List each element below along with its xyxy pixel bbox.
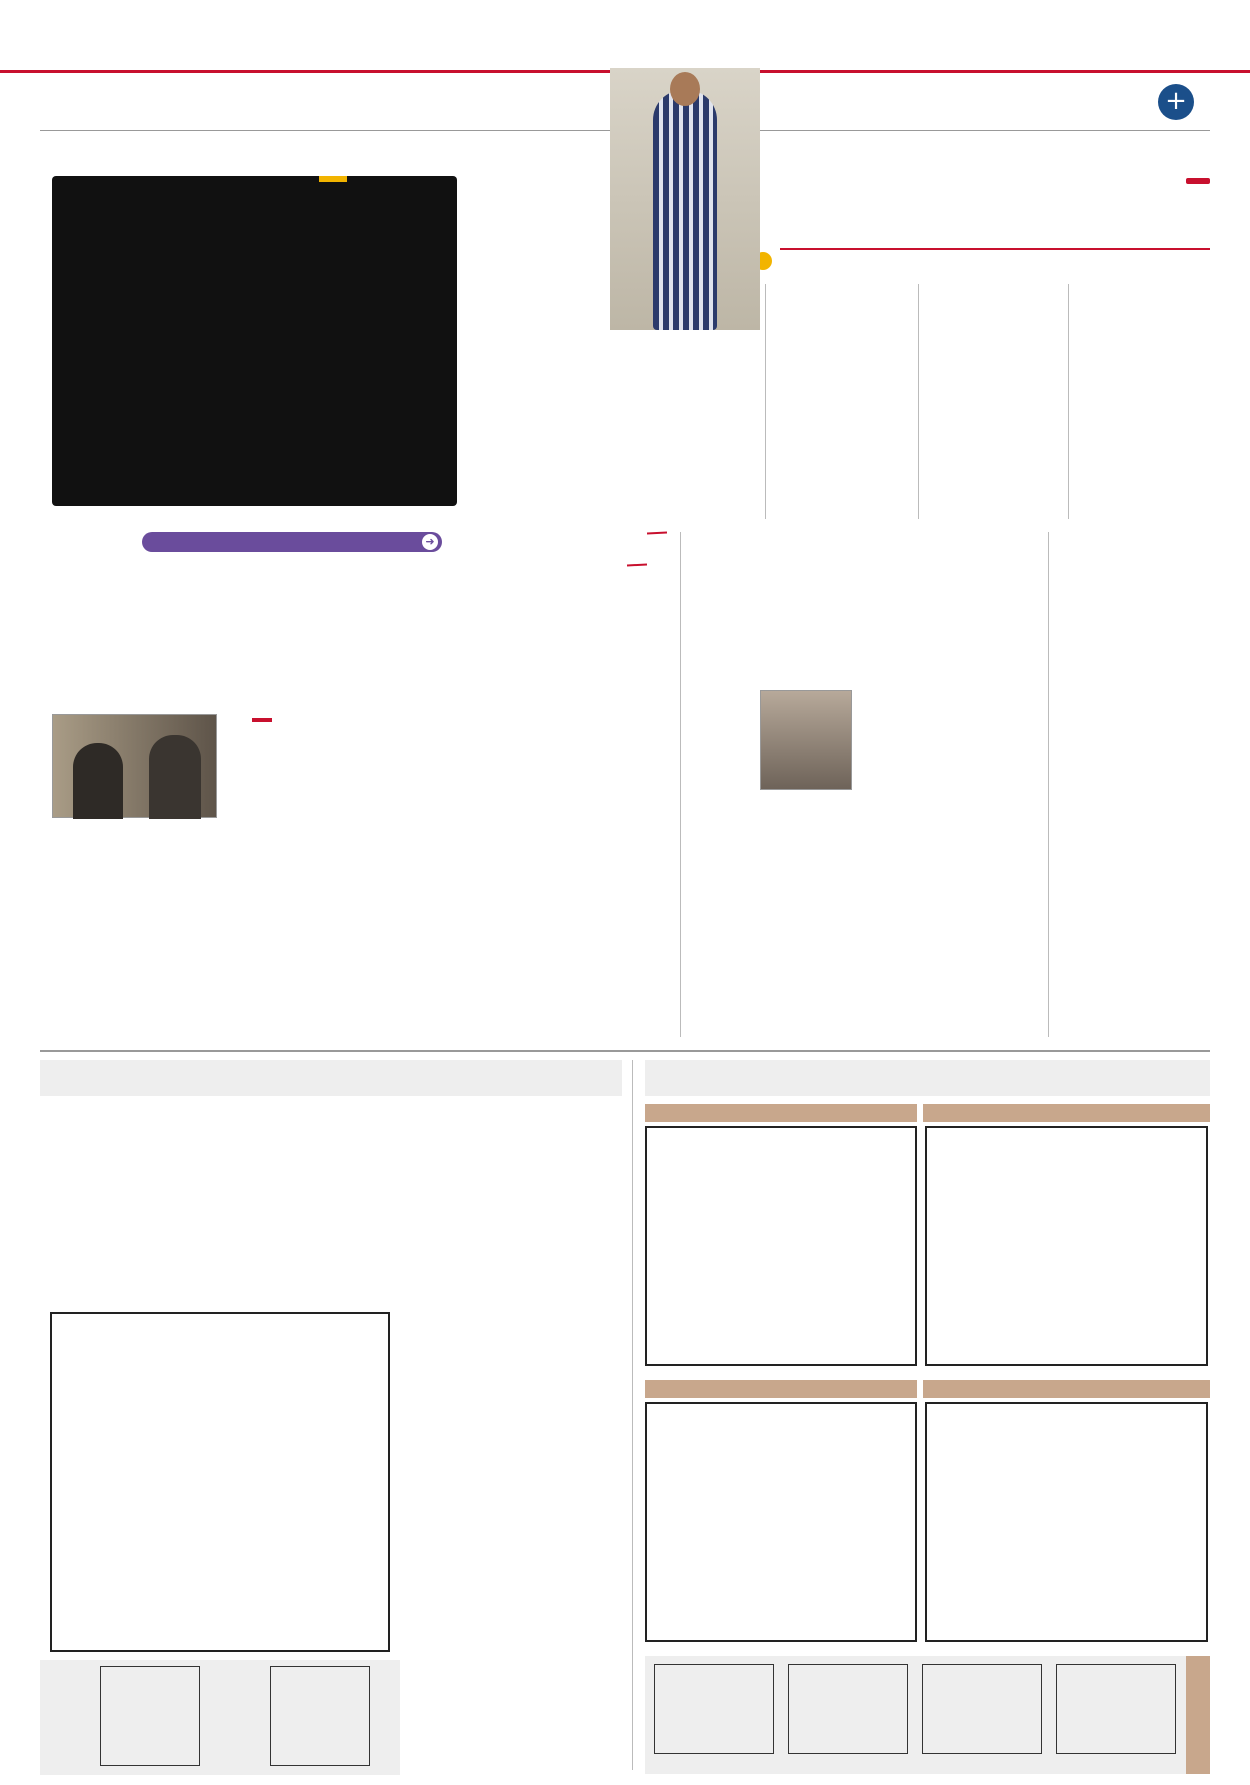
abbas-story [455,532,673,1037]
crossword-grid[interactable] [50,1312,390,1652]
abbas-lead [455,606,673,658]
normal-across-clues [406,1118,562,1558]
solution-grid-4 [654,1664,774,1754]
minibus-lead [1055,572,1210,650]
sudoku-grid-easy[interactable] [925,1126,1208,1366]
border-body [63,244,443,499]
police-body [52,584,442,708]
solution-grid-2 [922,1664,1042,1754]
taxi-col-3 [690,690,752,1027]
sudoku-grid-vhard[interactable] [645,1402,917,1642]
crossword-solution-grid-2 [100,1666,200,1766]
sudoku-solution-panel [645,1656,1210,1774]
minibus-body [1055,654,1210,1029]
level-hard-label [923,1380,1210,1398]
puzzle-center-rule [632,1060,633,1770]
sudoku-solution-label [1186,1656,1210,1774]
main-kicker [1186,178,1210,184]
woman-photo [760,690,852,790]
special-across-clues [406,1620,562,1775]
suspect-photo [610,68,760,330]
solution-grid-3 [788,1664,908,1754]
taxi-story [690,532,1042,1037]
normal-right-clues [222,1106,392,1216]
header-plus-icon[interactable]: + [1158,84,1194,120]
crossword-section [40,1060,622,1780]
crossword-solution-grid-1 [270,1666,370,1766]
badge-arrow-icon: ➜ [422,534,438,550]
normal-down-clues-2 [46,1106,208,1290]
minibus-rule [1048,532,1049,1037]
taxi-col-4 [760,794,852,1027]
crossword-row-numbers [392,1312,406,1652]
main-col-4 [615,336,759,519]
crash-title [252,718,272,722]
suspect-head [670,72,700,106]
level-easy-label [923,1104,1210,1122]
sudoku-section [645,1060,1210,1780]
crossword-solution-panel [40,1660,400,1775]
main-col-5 [465,178,595,519]
main-col-1 [1075,284,1210,519]
main-col-rule-1 [1068,284,1069,519]
taxi-rule [680,532,681,1037]
sudoku-header-bar [645,1060,1210,1096]
crossword-header-bar [40,1060,622,1096]
abbas-body [455,662,673,1027]
normal-down-clues [222,1230,392,1290]
level-medium-label [645,1104,917,1122]
puzzle-divider [40,1050,1210,1052]
minibus-story [1055,532,1210,1037]
sudoku-grid-hard[interactable] [925,1402,1208,1642]
sudoku-grid-medium[interactable] [645,1126,917,1366]
solution-grid-1 [1056,1664,1176,1754]
abbas-title-2 [627,563,647,566]
main-lead [780,248,1210,254]
taxi-col-1 [866,694,1042,1027]
abbas-title-1 [647,531,667,534]
main-col-2 [925,284,1063,519]
taxi-col-2 [690,586,852,686]
level-vhard-label [645,1380,917,1398]
police-story [52,532,442,1037]
crash-body-top [52,746,442,1031]
suspect-figure [653,90,717,330]
main-col-rule-3 [765,284,766,519]
taxi-lead [866,570,1042,690]
border-kicker [319,176,347,182]
police-badge [142,532,442,552]
main-col-3 [772,284,912,519]
main-col-rule-2 [918,284,919,519]
border-story [52,176,457,506]
crossword-column-numbers [50,1298,390,1312]
